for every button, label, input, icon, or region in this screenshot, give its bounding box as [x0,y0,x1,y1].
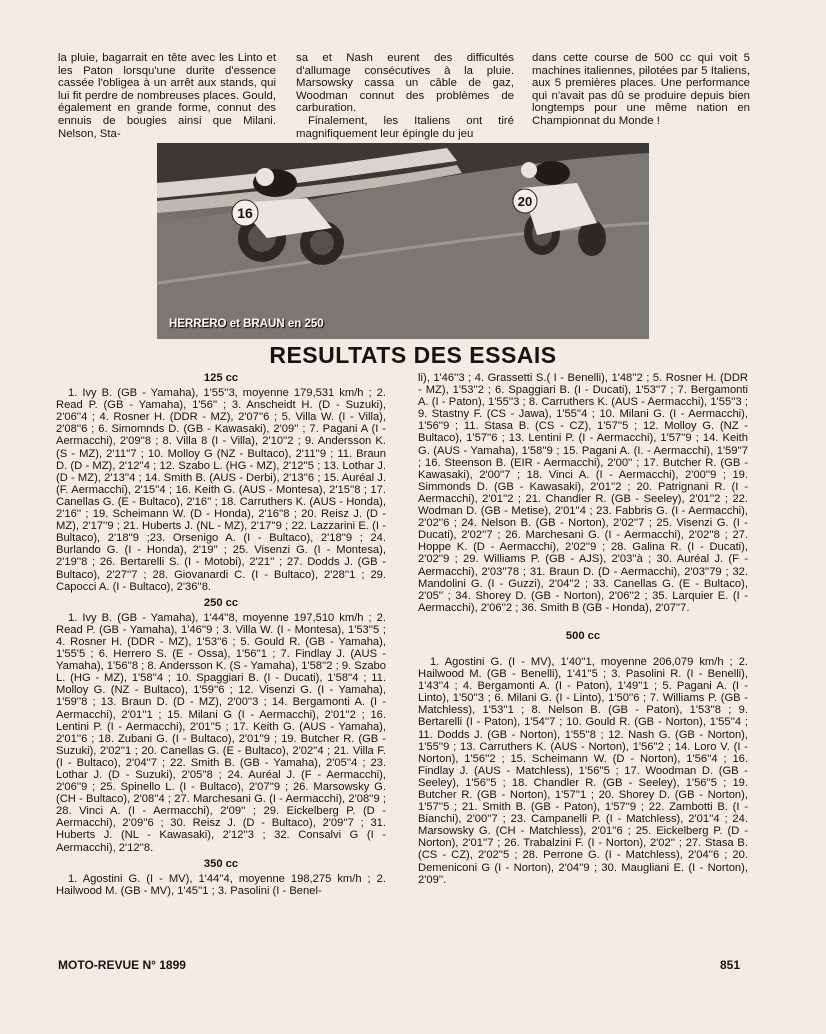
class-125-heading: 125 cc [203,372,239,384]
class-500-heading: 500 cc [565,629,601,642]
photo-caption: HERRERO et BRAUN en 250 [169,318,324,330]
intro-text-2b: Finalement, les Italiens ont tiré magnifiquement leur épingle du jeu [296,114,514,140]
class-350-results-continued: li), 1'46''3 ; 4. Grassetti S.( I - Benelli), 1'48''2 ; 5. Rosner H. (DDR - MZ), 1'53''2 ; 6. Spaggiari B. (I - Ducati), 1'53''7 ; 7. Bergamonti A. (I - Paton), 1'55''3 ; 8. Carruthers K. (AUS - Aermacchi), 1'55''3 ; 9. Stastny F. (CS - Jawa), 1'55''4 ; 10. Milani G. (I - Aermacchi), 1'56''9 ; 11. Stasa B. (CS - CZ), 1'57''5 ; 12. Molloy G. (NZ - Bultaco), 1'57''6 ; 13. Lentini P. (I - Aermacchi), 1'57''9 ; 14. Keith G. (AUS - Yamaha), 1'58''9 ; 15. Pagani A. (I. - Aermacchi), 1'59''7 ; 16. Steenson B. (EIR - Aermacchi), 2'00'' ; 17. Butcher R. (GB - Kawasaki), 2'00''7 ; 18. Vinci A. (I - Aermacchi), 2'00''9 ; 19. Simmonds D. (GB - Kawasaki), 2'01''2 ; 20. Patrignani R. (I - Aermacchi), 2'01''2 ; 21. Chandler R. (GB - Seeley), 2'01''2 ; 22. Wodman D. (GB - Metise), 2'01''4 ; 23. Fabbris G. (I - Aermacchi), 2'02''6 ; 24. Nelson B. (GB - Norton), 2'02''7 ; 25. Visenzi G. (I - Ducati), 2'02''7 ; 26. Marchesani G. (I - Aermacchi), 2'02''8 ; 27. Hoppe K. (D - Aermacchi), 2'02''9 ; 28. Galina R. (I - Ducati), 2'02''9 ; 29. Williams P. (GB - AJS), 2'03''à ; 30. Auréal J. (F - Aermacchi), 2'03''78 ; 31. Braun D. (D - Aermacchi), 2'03''79 ; 32. Mandolini G. (I - Guzzi), 2'04''2 ; 33. Canellas G. (E - Bultaco), 2'05'' ; 34. Shorey D. (GB - Norton), 2'06''2 ; 35. Larquier E. (I - Aermacchi), 2'06''2 ; 36. Smith B (GB - Honda), 2'07''7. [418,372,748,614]
class-125-results: 1. Ivy B. (GB - Yamaha), 1'55''3, moyenne 179,531 km/h ; 2. Read P. (GB - Yamaha), 1'56'' ; 3. Anscheidt H. (D - Suzuki), 2'06''4 ; 4. Rosner H. (DDR - MZ), 2'07''6 ; 5. Villa W. (I - Villa), 2'08''6 ; 6. Simomnds D. (GB - Kawasaki), 2'09'' ; 7. Pagani A (I - Aermacchi), 2'09''8 ; 8. Villa 8 (I - Villa), 2'10''2 ; 9. Andersson K. (S - MZ), 2'11''7 ; 10. Molloy G (NZ - Bultaco), 2'11''9 ; 11. Braun D. (D - MZ), 2'12''4 ; 12. Szabo L. (HG - MZ), 2'12''5 ; 13. Lothar J. (D - MZ), 2'13''4 ; 14. Smith B. (AUS - Derbi), 2'13''6 ; 15. Auréal J. (F. Aermacchi), 2'15''4 ; 16. Keith G. (AUS - Montesa), 2'15''8 ; 17. Canellas G. (E - Bultaco), 2'16'' ; 18. Carruthers K. (AUS - Honda), 2'16'' ; 19. Scheimann W. (D - Honda), 2'16''8 ; 20. Reisz J. (D - MZ), 2'17''9 ; 21. Huberts J. (NL - MZ), 2'17''9 ; 22. Lazzarini E. (I - Bultaco), 2'18''9 ;23. Orsenigo A. (I - Bultaco), 2'18''9 ; 24. Burlando G. (I - Honda), 2'19'' ; 25. Visenzi G. (I - Montesa), 2'19''8 ; 26. Bertarelli S. (I - Motobi), 2'21'' ; 27. Dodds J. (GB - Bultaco), 2'27''7 ; 28. Giovanardi C. (I - Bultaco), 2'28''1 ; 29. Capocci A. (I - Bultaco), 2'36''8. [56,387,386,593]
rider-2-number: 20 [517,194,533,209]
race-photo [157,143,649,339]
class-500-results: 1. Agostini G. (I - MV), 1'40''1, moyenne 206,079 km/h ; 2. Hailwood M. (GB - Benelli), 1'41''5 ; 3. Pasolini R. (I - Benelli), 1'43''4 ; 4. Bergamonti A. (I - Paton), 1'49''1 ; 5. Pagani A. (I - Linto), 1'50''3 ; 6. Milani G. (I - Linto), 1'50''6 ; 7. Williams P. (GB - Matchless), 1'53''1 ; 8. Nelson B. (GB - Paton), 1'53''8 ; 9. Bertarelli (I - Paton), 1'54''7 ; 10. Gould R. (GB - Norton), 1'55''4 ; 11. Dodds J. (GB - Norton), 1'55''8 ; 12. Nash G. (GB - Norton), 1'55''9 ; 13. Carruthers K. (AUS - Norton), 1'56''2 ; 14. Loro V. (I - Norton), 1'56''2 ; 15. Scheimann W. (D - Norton), 1'56''4 ; 16. Findlay J. (AUS - Matchless), 1'56''5 ; 17. Woodman D. (GB - Seeley), 1'56''5 ; 18. Chandler R. (GB - Seeley), 1'56''5 ; 19. Butcher R. (GB - Norton), 1'57''1 ; 20. Shorey D. (GB - Norton), 1'57''5 ; 21. Smith B. (GB - Paton), 1'57''9 ; 22. Zambotti B. (I - Bianchi), 2'00''7 ; 23. Campanelli P. (I - Matchless), 2'01''4 ; 24. Marsowsky G. (CH - Matchless), 2'01''6 ; 25. Eickelberg P. (D - Norton), 2'01''7 ; 26. Trabalzini F. (I - Norton), 2'02'' ; 27. Stasa B. (CS - CZ), 2'02''5 ; 28. Perrone G. (I - Matchless), 2'04''6 ; 20. Demeniconi G (I - Norton), 2'04''9 ; 30. Maugliani E. (I - Norton), 2'09''. [418,655,748,886]
magazine-issue: MOTO-REVUE N° 1899 [58,958,186,972]
rider-1-number: 16 [237,205,253,221]
results-column-2 [418,372,748,890]
intro-text-1: la pluie, bagarrait en tête avec les Linto et les Paton lorsqu'une durite d'essence cassée l'obligea à un arrêt aux stands, qui lui fit perdre de nombreuses places. Gould, également en grande forme, connut des ennuis de bougies ainsi que Milani. Nelson, Sta- [58,52,276,140]
race-photo-illustration [157,143,649,339]
intro-column-1 [58,52,276,140]
results-column-1 [56,370,386,901]
class-350-results-start: 1. Agostini G. (I - MV), 1'44''4, moyenne 198,275 km/h ; 2. Hailwood M. (GB - MV), 1'45''1 ; 3. Pasolini (I - Benel- [56,872,386,897]
intro-column-3 [532,52,750,128]
intro-text-3: dans cette course de 500 cc qui voit 5 machines italiennes, pilotées par 5 Italiens, aux 5 premières places. Une performance qui n'avait pas dû se produire depuis bien longtemps pour une même nation en Championnat du Monde ! [532,52,750,127]
intro-column-2 [296,52,514,140]
class-250-results: 1. Ivy B. (GB - Yamaha), 1'44''8, moyenne 197,510 km/h ; 2. Read P. (GB - Yamaha), 1'46''9 ; 3. Villa W. (I - Montesa), 1'53''5 ; 4. Rosner H. (DDR - MZ), 1'53''6 ; 5. Gould R. (GB - Yamaha), 1'55'5 ; 6. Herrero S. (E - Ossa), 1'56''1 ; 7. Findlay J. (AUS - Yamaha), 1'56''8 ; 8. Andersson K. (S - Yamaha), 1'58''2 ; 9. Szabo L. (HG - MZ), 1'58''4 ; 10. Spaggiari B. (I - Ducati), 1'58''4 ; 11. Molloy G. (NZ - Bultaco), 1'59''6 ; 12. Visenzi G. (I - Yamaha), 1'59''8 ; 13. Braun D. (D - MZ), 2'00''3 ; 14. Bergamonti A. (I - Aermacchi), 2'01''1 ; 15. Milani G (I - Aermacchi), 2'01''2 ; 16. Lentini P. (I - Aermacchi), 2'01''5 ; 17. Keith G. (AUS - Yamaha), 2'01''6 ; 18. Zubani G. (I - Bultaco), 2'01''9 ; 19. Butcher R. (GB - Suzuki), 2'02''1 ; 20. Canellas G. (E - Bultaco), 2'02''4 ; 21. Villa F. (I - Bultaco), 2'04''7 ; 22. Smith B. (GB - Yamaha), 2'05''4 ; 23. Lothar J. (D - Suzuki), 2'05''8 ; 24. Auréal J. (F - Aermacchi), 2'06''9 ; 25. Spinello L. (I - Bultaco), 2'07''9 ; 26. Marsowsky G. (CH - Bultaco), 2'08''4 ; 27. Marchesani G. (I - Aermacchi), 2'08''9 ; 28. Vinci A. (I - Aermacchi), 2'09'' ; 29. Eickelberg P. (D - Aermacchi), 2'09''6 ; 30. Reisz J. (D - Bultaco), 2'09''7 ; 31. Huberts J. (NL - Kawasaki), 2'12''3 ; 32. Consalvi G (I - Aermacchi), 2'12''8. [56,611,386,854]
page-title: RESULTATS DES ESSAIS [269,342,557,368]
page-number: 851 [720,958,741,972]
intro-text-2a: sa et Nash eurent des difficultés d'allumage consécutives à la pluie. Marsowsky cassa un câble de gaz, Woodman connut des problèmes de carburation. [296,52,514,115]
class-350-heading: 350 cc [203,857,239,870]
class-250-heading: 250 cc [203,596,239,609]
